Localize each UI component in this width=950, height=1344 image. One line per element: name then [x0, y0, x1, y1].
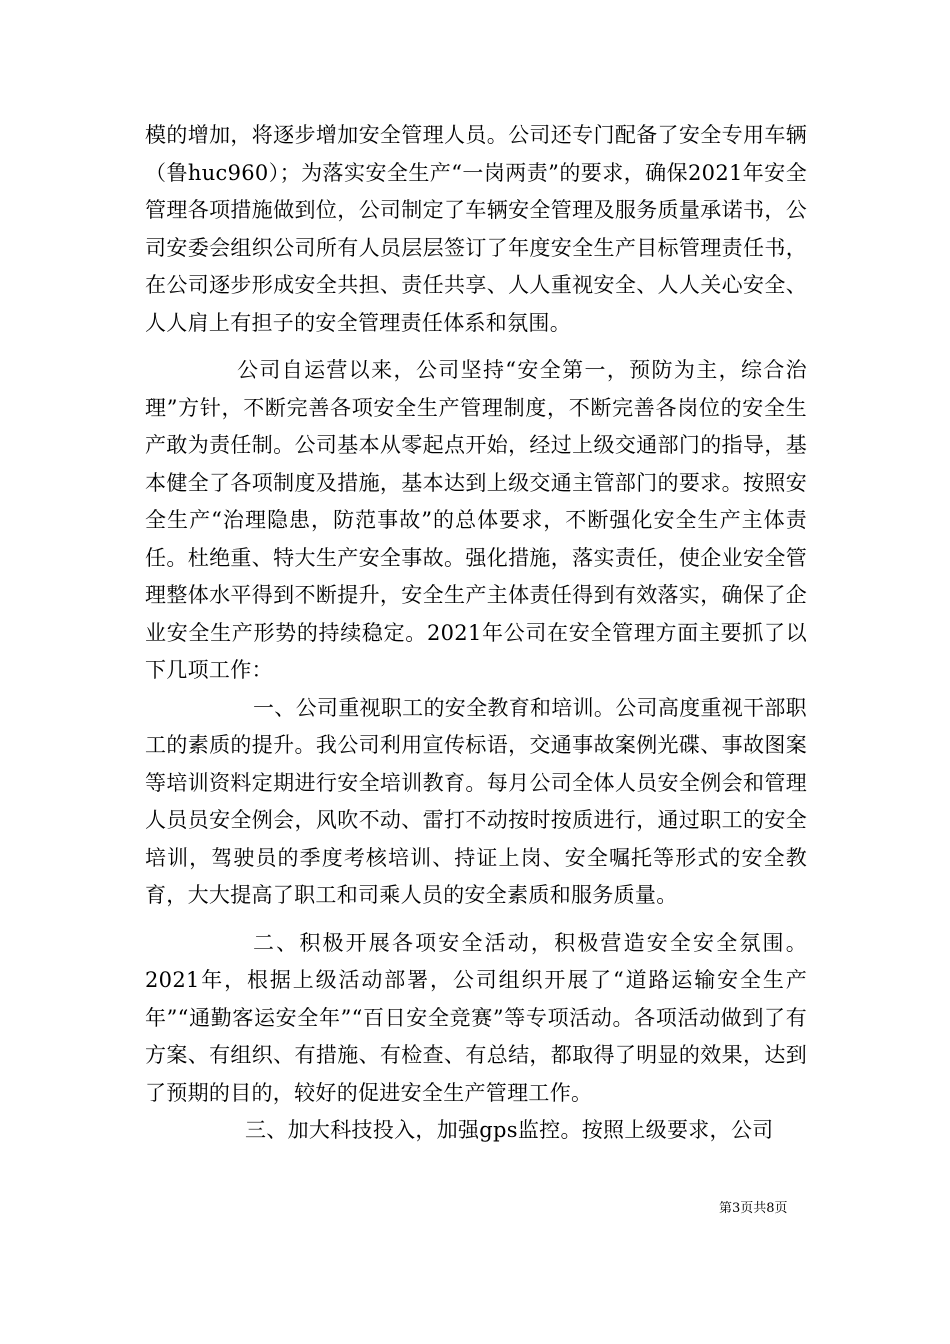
- paragraph-continuation: 模的增加，将逐步增加安全管理人员。公司还专门配备了安全专用车辆（鲁huc960）；为落实安全生产“一岗两责”的要求，确保2021年安全管理各项措施做到位，公司制定了车辆安全管理及服务质量承诺书，公司安委会组织公司所有人员层层签订了年度安全生产目标管理责任书，在公司逐步形成安全共担、责任共享、人人重视安全、人人关心安全、人人肩上有担子的安全管理责任体系和氛围。: [145, 123, 807, 335]
- paragraph-safety-policy: 公司自运营以来，公司坚持“安全第一，预防为主，综合治理”方针，不断完善各项安全生产管理制度，不断完善各岗位的安全生产敢为责任制。公司基本从零起点开始，经过上级交通部门的指导，基本健全了各项制度及措施，基本达到上级交通主管部门的要求。按照安全生产“治理隐患，防范事故”的总体要求，不断强化安全生产主体责任。杜绝重、特大生产安全事故。强化措施，落实责任，使企业安全管理整体水平得到不断提升，安全生产主体责任得到有效落实，确保了企业安全生产形势的持续稳定。2021年公司在安全管理方面主要抓了以下几项工作：: [145, 358, 807, 682]
- paragraph-activities: 二、积极开展各项安全活动，积极营造安全安全氛围。2021年，根据上级活动部署，公司组织开展了“道路运输安全生产年”“通勤客运安全年”“百日安全竞赛”等专项活动。各项活动做到了有方案、有组织、有措施、有检查、有总结，都取得了明显的效果，达到了预期的目的，较好的促进安全生产管理工作。: [145, 930, 807, 1105]
- page-number: 第3页共8页: [719, 1201, 788, 1216]
- paragraph-gps-monitoring: 三、加大科技投入，加强gps监控。按照上级要求，公司: [245, 1118, 774, 1142]
- document-body: [145, 117, 807, 1150]
- paragraph-training: 一、公司重视职工的安全教育和培训。公司高度重视干部职工的素质的提升。我公司利用宣传标语，交通事故案例光碟、事故图案等培训资料定期进行安全培训教育。每月公司全体人员安全例会和管理人员员安全例会，风吹不动、雷打不动按时按质进行，通过职工的安全培训，驾驶员的季度考核培训、持证上岗、安全嘱托等形式的安全教育，大大提高了职工和司乘人员的安全素质和服务质量。: [145, 695, 807, 907]
